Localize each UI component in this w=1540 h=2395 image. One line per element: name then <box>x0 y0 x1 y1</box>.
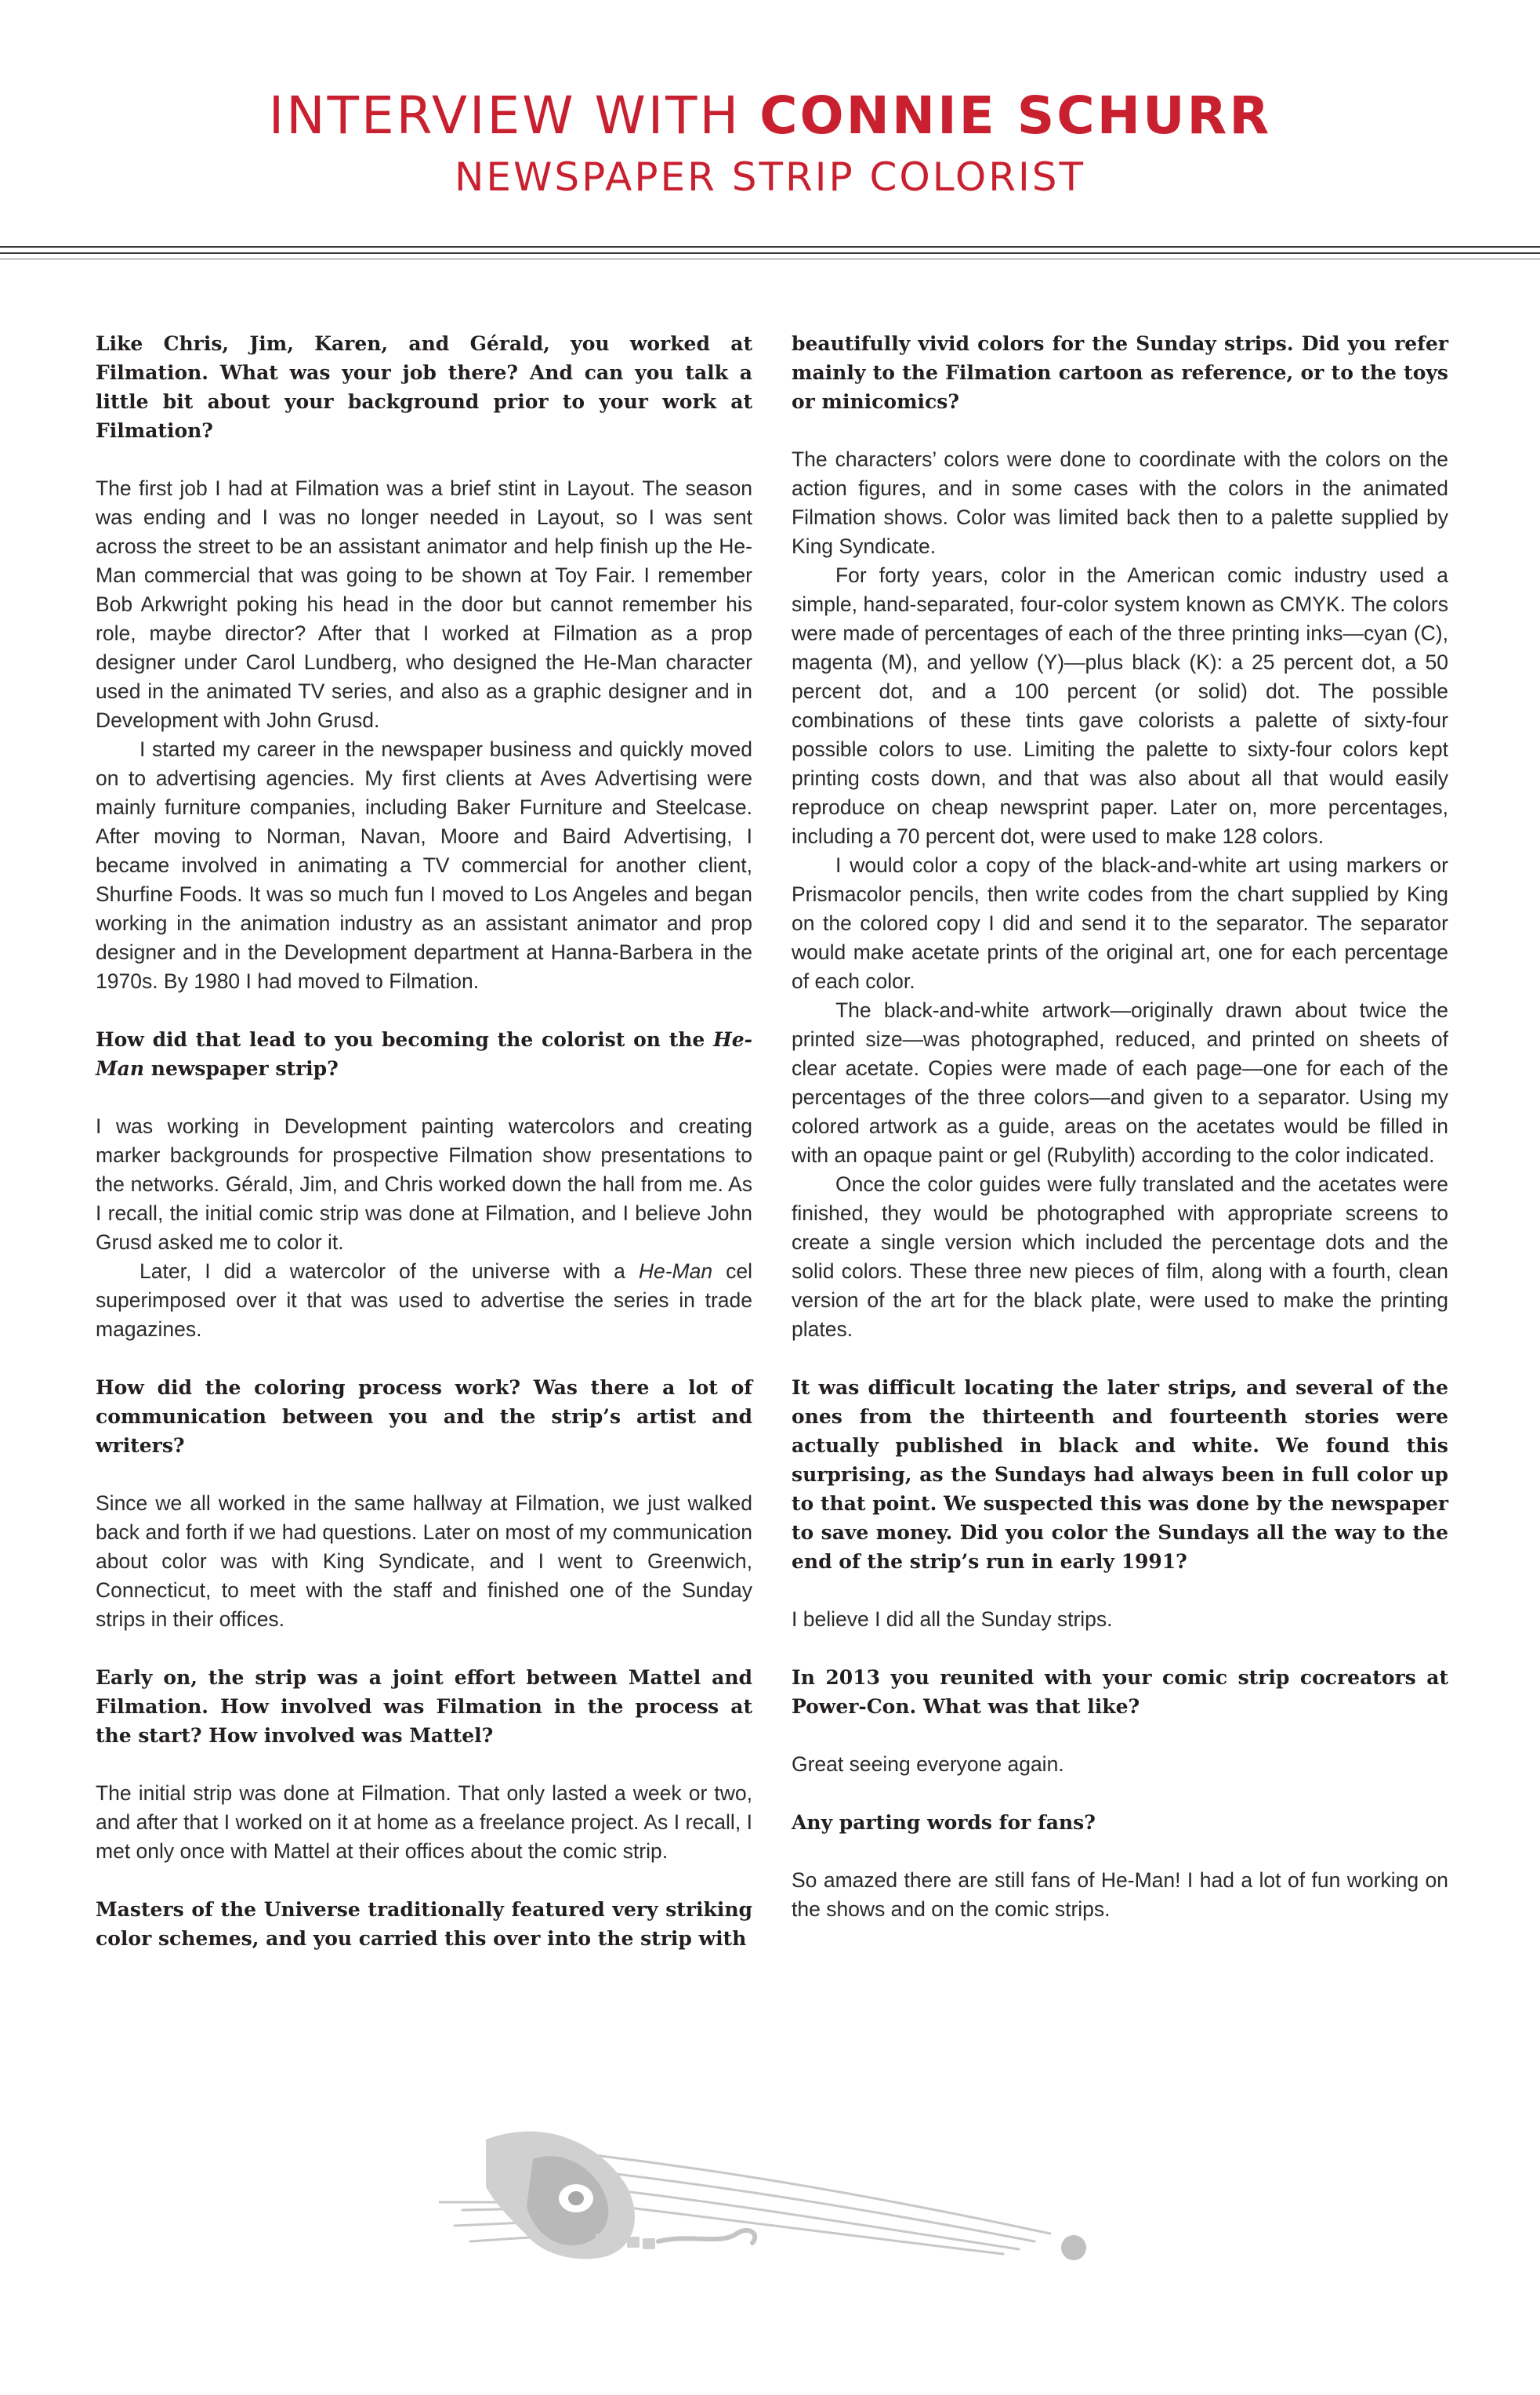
answer-3 <box>96 1489 752 1634</box>
question-7: In 2013 you reunited with your comic strip cocreators at Power-Con. What was that like? <box>792 1666 1448 1718</box>
answer-5-paragraph-3: I would color a copy of the black-and-white art using markers or Prismacolor pencils, then write codes from the chart supplied by King on the colored copy I did and send it to the separator. The separator would make acetate prints of the original art, one for each percentage of each color. <box>792 853 1448 993</box>
interviewee-name: CONNIE SCHURR <box>759 85 1272 146</box>
answer-2-title: He-Man <box>638 1259 713 1283</box>
flying-skull-emblem-icon <box>439 2116 1113 2265</box>
answer-1-paragraph-2: I started my career in the newspaper business and quickly moved on to advertising agencies. My first clients at Aves Advertising were mainly furniture companies, including Baker Furniture and Steelcase. After moving to Norman, Navan, Moore and Baird Advertising, I became involved in animating a TV commercial for another client, Shurfine Foods. It was so much fun I moved to Los Angeles and began working in the animation industry as an assistant animator and prop designer and in the Development department at Hanna-Barbera in the 1970s. By 1980 I had moved to Filmation. <box>96 737 752 993</box>
question-2 <box>96 1025 752 1083</box>
question-5-part-1: Masters of the Universe traditionally featured very striking color schemes, and you carried this over into the strip with <box>96 1898 752 1950</box>
question-6: It was difficult locating the later strips, and several of the ones from the thirteenth and fourteenth stories were actually published in black and white. We found this surprising, as the Sundays had always been in full color up to that point. We suspected this was done by the newspaper to save money. Did you color the Sundays all the way to the end of the strip’s run in early 1991? <box>792 1376 1448 1573</box>
answer-4 <box>96 1779 752 1866</box>
answer-5 <box>792 445 1448 1344</box>
page-header <box>0 0 1540 235</box>
answer-7-paragraph: Great seeing everyone again. <box>792 1752 1064 1776</box>
answer-1 <box>96 474 752 996</box>
answer-5-paragraph-5: Once the color guides were fully translated and the acetates were finished, they would be photographed with appropriate screens to create a single version which included the percentage dots and the solid colors. These three new pieces of film, along with a fourth, clean version of the art for the black plate, were used to make the printing plates. <box>792 1172 1448 1341</box>
answer-1-paragraph-1: The first job I had at Filmation was a brief stint in Layout. The season was ending and I was no longer needed in Layout, so I was sent across the street to be an assistant animator and help finish up the He-Man commercial that was going to be shown at Toy Fair. I remember Bob Arkwright poking his head in the door but cannot remember his role, maybe director? After that I worked at Filmation as a prop designer under Carol Lundberg, who designed the He-Man character used in the animated TV series, and also as a graphic designer and in Development with John Grusd. <box>96 476 752 732</box>
answer-5-paragraph-2: For forty years, color in the American comic industry used a simple, hand-separated, four-color system known as CMYK. The colors were made of percentages of each of the three printing inks—cyan (C), magenta (M), and yellow (Y)—plus black (K): a 25 percent dot, a 50 percent dot, and a 100 percent (or solid) dot. The possible combinations of these tints gave colorists a palette of sixty-four possible colors to use. Limiting the palette to sixty-four colors kept printing costs down, and that was also about all that would easily reproduce on cheap newsprint paper. Later on, more percentages, including a 70 percent dot, were used to make 128 colors. <box>792 563 1448 848</box>
question-2-text-a: How did that lead to you becoming the colorist on the <box>96 1028 714 1051</box>
answer-2-paragraph-2 <box>96 1257 752 1344</box>
header-rule-top <box>0 246 1540 248</box>
answer-2-text-a: Later, I did a watercolor of the universe with a <box>140 1259 639 1283</box>
answer-2 <box>96 1112 752 1344</box>
answer-8-paragraph: So amazed there are still fans of He-Man! I had a lot of fun working on the shows and on the comic strips. <box>792 1868 1448 1921</box>
answer-4-paragraph: The initial strip was done at Filmation. That only lasted a week or two, and after that I worked on it at home as a freelance project. As I recall, I met only once with Mattel at their offices about the comic strip. <box>96 1781 752 1863</box>
left-column <box>96 329 752 1982</box>
answer-5-paragraph-1: The characters’ colors were done to coordinate with the colors on the action figures, and in some cases with the colors in the animated Filmation shows. Color was limited back then to a palette supplied by King Syndicate. <box>792 447 1448 558</box>
answer-7 <box>792 1750 1448 1779</box>
answer-5-paragraph-4: The black-and-white artwork—originally drawn about twice the printed size—was photographed, reduced, and printed on sheets of clear acetate. Copies were made of each page—one for each of the percentages of the three colors—and given to a separator. Using my colored artwork as a guide, areas on the acetates would be filled in with an opaque paint or gel (Rubylith) according to the color indicated. <box>792 998 1448 1167</box>
title-prefix: INTERVIEW WITH <box>268 85 741 146</box>
page-subtitle: NEWSPAPER STRIP COLORIST <box>455 154 1085 200</box>
answer-3-paragraph: Since we all worked in the same hallway at Filmation, we just walked back and forth if we had questions. Later on most of my communication about color was with King Syndicate, and I went to Greenwich, Connecticut, to meet with the staff and finished one of the Sunday strips in their offices. <box>96 1491 752 1631</box>
answer-2-paragraph-1: I was working in Development painting watercolors and creating marker backgrounds for prospective Filmation show presentations to the networks. Gérald, Jim, and Chris worked down the hall from me. As I recall, the initial comic strip was done at Filmation, and I believe John Grusd asked me to color it. <box>96 1114 752 1254</box>
question-3: How did the coloring process work? Was there a lot of communication between you and the strip’s artist and writers? <box>96 1376 752 1457</box>
answer-6 <box>792 1605 1448 1634</box>
question-2-text-b: newspaper strip? <box>144 1057 339 1080</box>
page-title <box>0 85 1540 147</box>
right-column <box>792 329 1448 1953</box>
answer-6-paragraph: I believe I did all the Sunday strips. <box>792 1607 1113 1631</box>
header-rule-middle <box>0 252 1540 254</box>
question-1: Like Chris, Jim, Karen, and Gérald, you worked at Filmation. What was your job there? And can you talk a little bit about your background prior to your work at Filmation? <box>96 332 752 442</box>
question-2-title: He-Man <box>96 1028 752 1080</box>
answer-2-text-b: cel superimposed over it that was used to advertise the series in trade magazines. <box>96 1259 752 1341</box>
question-5-part-2: beautifully vivid colors for the Sunday strips. Did you refer mainly to the Filmation cartoon as reference, or to the toys or minicomics? <box>792 332 1448 413</box>
question-4: Early on, the strip was a joint effort between Mattel and Filmation. How involved was Filmation in the process at the start? How involved was Mattel? <box>96 1666 752 1747</box>
answer-8 <box>792 1866 1448 1924</box>
question-8: Any parting words for fans? <box>792 1811 1096 1834</box>
